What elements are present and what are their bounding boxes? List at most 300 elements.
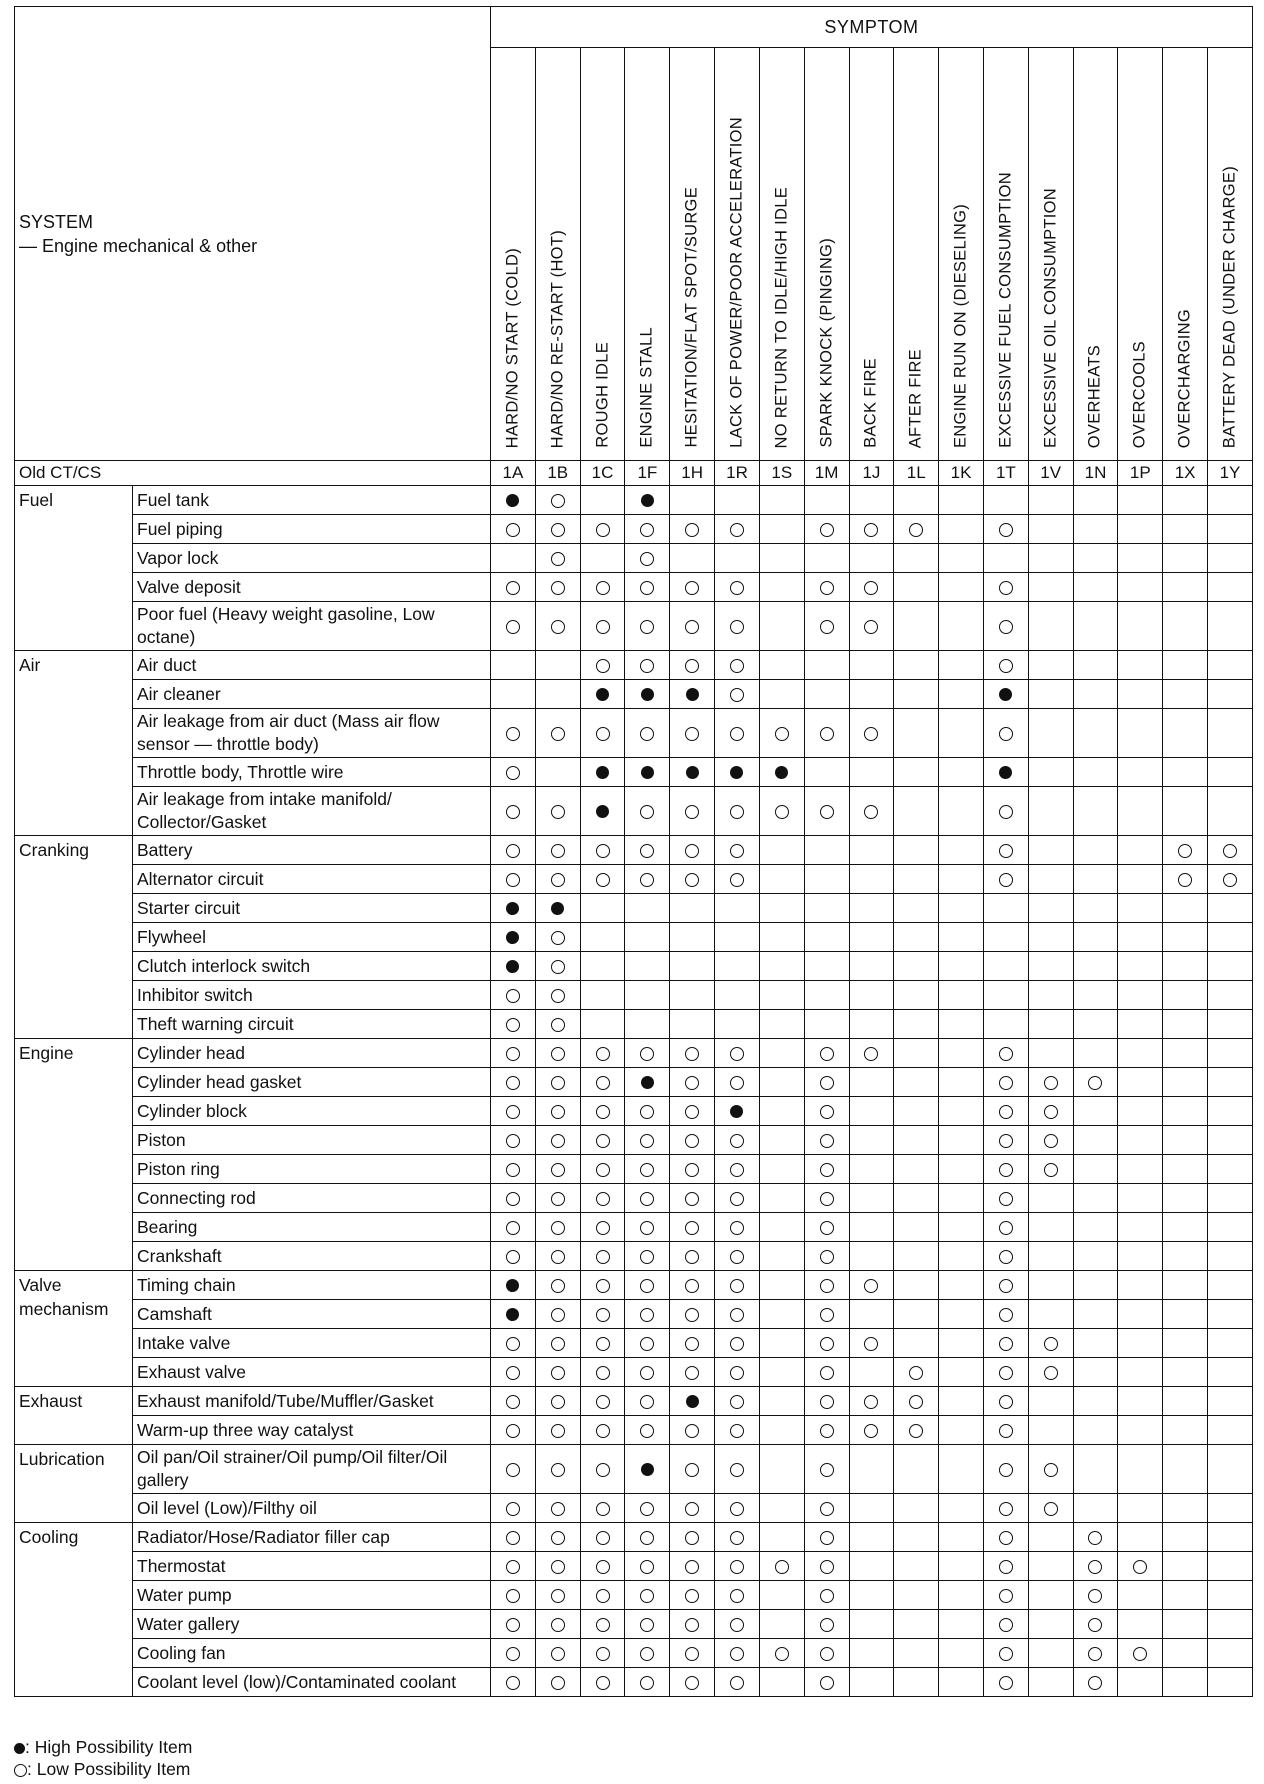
matrix-cell bbox=[715, 651, 760, 680]
matrix-cell bbox=[1028, 544, 1073, 573]
matrix-cell bbox=[580, 1387, 625, 1416]
matrix-cell bbox=[804, 836, 849, 865]
matrix-cell bbox=[804, 515, 849, 544]
symptom-code: 1A bbox=[491, 461, 536, 486]
matrix-cell bbox=[1163, 1242, 1208, 1271]
matrix-cell bbox=[670, 923, 715, 952]
low-possibility-icon bbox=[596, 1395, 610, 1409]
matrix-cell bbox=[580, 1039, 625, 1068]
symptom-name: HARD/NO RE-START (HOT) bbox=[548, 229, 567, 448]
matrix-cell bbox=[670, 1184, 715, 1213]
symptom-name: EXCESSIVE FUEL CONSUMPTION bbox=[996, 172, 1015, 448]
matrix-cell bbox=[849, 651, 894, 680]
matrix-cell bbox=[580, 1300, 625, 1329]
matrix-cell bbox=[1163, 894, 1208, 923]
low-possibility-icon bbox=[640, 1047, 654, 1061]
symptom-name: BACK FIRE bbox=[861, 358, 880, 448]
matrix-cell bbox=[939, 981, 984, 1010]
matrix-cell bbox=[894, 651, 939, 680]
matrix-cell bbox=[983, 1610, 1028, 1639]
matrix-cell bbox=[894, 836, 939, 865]
matrix-cell bbox=[1118, 923, 1163, 952]
low-possibility-icon bbox=[596, 1076, 610, 1090]
low-possibility-icon bbox=[640, 552, 654, 566]
matrix-cell bbox=[1118, 758, 1163, 787]
component-name: Inhibitor switch bbox=[133, 981, 491, 1010]
high-possibility-icon bbox=[641, 1463, 654, 1476]
matrix-cell bbox=[939, 1523, 984, 1552]
low-possibility-icon bbox=[685, 1560, 699, 1574]
matrix-cell bbox=[535, 544, 580, 573]
low-possibility-icon bbox=[864, 620, 878, 634]
matrix-cell bbox=[849, 544, 894, 573]
matrix-cell bbox=[849, 1184, 894, 1213]
matrix-cell bbox=[804, 923, 849, 952]
table-row bbox=[15, 787, 1253, 836]
low-possibility-icon bbox=[551, 1560, 565, 1574]
matrix-cell bbox=[1118, 1242, 1163, 1271]
table-row bbox=[15, 1126, 1253, 1155]
matrix-cell bbox=[535, 1126, 580, 1155]
matrix-cell bbox=[894, 1552, 939, 1581]
matrix-cell bbox=[1073, 1242, 1118, 1271]
low-possibility-icon bbox=[640, 1502, 654, 1516]
matrix-cell bbox=[1208, 894, 1253, 923]
matrix-cell bbox=[580, 1097, 625, 1126]
matrix-cell bbox=[715, 1445, 760, 1494]
matrix-cell bbox=[491, 1097, 536, 1126]
matrix-cell bbox=[849, 486, 894, 515]
matrix-cell bbox=[1028, 680, 1073, 709]
matrix-cell bbox=[491, 680, 536, 709]
matrix-cell bbox=[983, 1329, 1028, 1358]
legend bbox=[14, 1736, 192, 1780]
low-possibility-icon bbox=[820, 1105, 834, 1119]
matrix-cell bbox=[715, 865, 760, 894]
matrix-cell bbox=[1208, 1242, 1253, 1271]
matrix-cell bbox=[715, 1155, 760, 1184]
low-possibility-icon bbox=[596, 523, 610, 537]
matrix-cell bbox=[894, 680, 939, 709]
low-possibility-icon bbox=[640, 1337, 654, 1351]
matrix-cell bbox=[535, 836, 580, 865]
matrix-cell bbox=[1208, 1552, 1253, 1581]
low-possibility-icon bbox=[551, 873, 565, 887]
matrix-cell bbox=[715, 952, 760, 981]
low-possibility-icon bbox=[506, 1018, 520, 1032]
matrix-cell bbox=[1028, 1155, 1073, 1184]
matrix-cell bbox=[580, 1610, 625, 1639]
matrix-cell bbox=[1118, 1184, 1163, 1213]
system-sublabel: — Engine mechanical & other bbox=[19, 235, 258, 256]
matrix-cell bbox=[983, 651, 1028, 680]
low-possibility-icon bbox=[1088, 1647, 1102, 1661]
component-name: Cylinder head gasket bbox=[133, 1068, 491, 1097]
low-possibility-icon bbox=[1178, 844, 1192, 858]
matrix-cell bbox=[535, 1213, 580, 1242]
matrix-cell bbox=[939, 894, 984, 923]
matrix-cell bbox=[625, 1668, 670, 1697]
symptom-code: 1V bbox=[1028, 461, 1073, 486]
matrix-cell bbox=[1163, 515, 1208, 544]
matrix-cell bbox=[1028, 952, 1073, 981]
matrix-cell bbox=[580, 865, 625, 894]
matrix-cell bbox=[625, 1523, 670, 1552]
low-possibility-icon bbox=[999, 1618, 1013, 1632]
matrix-cell bbox=[580, 544, 625, 573]
matrix-cell bbox=[580, 952, 625, 981]
matrix-cell bbox=[535, 1494, 580, 1523]
matrix-cell bbox=[894, 1445, 939, 1494]
symptom-column-header bbox=[759, 48, 804, 461]
symptom-code: 1M bbox=[804, 461, 849, 486]
matrix-cell bbox=[1208, 758, 1253, 787]
matrix-cell bbox=[1073, 1213, 1118, 1242]
matrix-cell bbox=[580, 1445, 625, 1494]
system-label: SYSTEM bbox=[19, 211, 94, 232]
symptom-code: 1X bbox=[1163, 461, 1208, 486]
matrix-cell bbox=[670, 1242, 715, 1271]
low-possibility-icon bbox=[551, 1105, 565, 1119]
low-possibility-icon bbox=[596, 1502, 610, 1516]
low-possibility-icon bbox=[730, 1618, 744, 1632]
matrix-cell bbox=[759, 865, 804, 894]
matrix-cell bbox=[1118, 602, 1163, 651]
low-possibility-icon bbox=[730, 1076, 744, 1090]
low-possibility-icon bbox=[909, 1366, 923, 1380]
legend-high-label: : High Possibility Item bbox=[25, 1737, 193, 1757]
low-possibility-icon bbox=[999, 659, 1013, 673]
low-possibility-icon bbox=[596, 727, 610, 741]
low-possibility-icon bbox=[1088, 1589, 1102, 1603]
low-possibility-icon bbox=[999, 1337, 1013, 1351]
low-possibility-icon bbox=[1044, 1502, 1058, 1516]
matrix-cell bbox=[1163, 1213, 1208, 1242]
matrix-cell bbox=[715, 1329, 760, 1358]
matrix-cell bbox=[491, 709, 536, 758]
matrix-cell bbox=[535, 1242, 580, 1271]
matrix-cell bbox=[894, 923, 939, 952]
low-possibility-icon bbox=[775, 727, 789, 741]
low-possibility-icon bbox=[999, 1105, 1013, 1119]
matrix-cell bbox=[715, 573, 760, 602]
matrix-cell bbox=[491, 1242, 536, 1271]
matrix-cell bbox=[1073, 836, 1118, 865]
matrix-cell bbox=[983, 1010, 1028, 1039]
matrix-cell bbox=[625, 1126, 670, 1155]
matrix-cell bbox=[625, 1581, 670, 1610]
matrix-cell bbox=[491, 1445, 536, 1494]
low-possibility-icon bbox=[506, 1250, 520, 1264]
matrix-cell bbox=[625, 486, 670, 515]
matrix-cell bbox=[849, 1610, 894, 1639]
matrix-cell bbox=[983, 1552, 1028, 1581]
matrix-cell bbox=[715, 1039, 760, 1068]
matrix-cell bbox=[491, 1358, 536, 1387]
matrix-cell bbox=[491, 981, 536, 1010]
matrix-cell bbox=[670, 865, 715, 894]
matrix-cell bbox=[1118, 981, 1163, 1010]
matrix-cell bbox=[1163, 602, 1208, 651]
low-possibility-icon bbox=[596, 873, 610, 887]
high-possibility-icon bbox=[641, 766, 654, 779]
matrix-cell bbox=[894, 1097, 939, 1126]
symptom-name: SPARK KNOCK (PINGING) bbox=[817, 238, 836, 448]
symptom-column-header bbox=[849, 48, 894, 461]
matrix-cell bbox=[939, 1552, 984, 1581]
low-possibility-icon bbox=[685, 620, 699, 634]
matrix-cell bbox=[1118, 836, 1163, 865]
matrix-cell bbox=[1118, 1213, 1163, 1242]
low-possibility-icon bbox=[730, 620, 744, 634]
matrix-cell bbox=[535, 865, 580, 894]
matrix-cell bbox=[535, 651, 580, 680]
component-name: Intake valve bbox=[133, 1329, 491, 1358]
high-possibility-icon bbox=[730, 766, 743, 779]
matrix-cell bbox=[670, 602, 715, 651]
matrix-cell bbox=[759, 1494, 804, 1523]
component-name: Water gallery bbox=[133, 1610, 491, 1639]
matrix-cell bbox=[849, 680, 894, 709]
low-possibility-icon bbox=[506, 1531, 520, 1545]
low-possibility-icon bbox=[999, 1192, 1013, 1206]
matrix-cell bbox=[1163, 1523, 1208, 1552]
matrix-cell bbox=[491, 1271, 536, 1300]
matrix-cell bbox=[759, 486, 804, 515]
matrix-cell bbox=[894, 865, 939, 894]
matrix-cell bbox=[983, 680, 1028, 709]
low-possibility-icon bbox=[506, 1163, 520, 1177]
low-possibility-icon bbox=[551, 1163, 565, 1177]
component-name: Clutch interlock switch bbox=[133, 952, 491, 981]
low-possibility-icon bbox=[506, 844, 520, 858]
matrix-cell bbox=[983, 1097, 1028, 1126]
symptom-code: 1J bbox=[849, 461, 894, 486]
matrix-cell bbox=[849, 1416, 894, 1445]
matrix-cell bbox=[491, 651, 536, 680]
matrix-cell bbox=[939, 1668, 984, 1697]
matrix-cell bbox=[759, 544, 804, 573]
component-name: Piston bbox=[133, 1126, 491, 1155]
symptom-code: 1F bbox=[625, 461, 670, 486]
matrix-cell bbox=[1208, 1010, 1253, 1039]
matrix-cell bbox=[491, 1387, 536, 1416]
matrix-cell bbox=[983, 787, 1028, 836]
matrix-cell bbox=[849, 602, 894, 651]
matrix-cell bbox=[894, 1184, 939, 1213]
matrix-cell bbox=[535, 709, 580, 758]
low-possibility-icon bbox=[999, 1279, 1013, 1293]
matrix-cell bbox=[1028, 758, 1073, 787]
matrix-cell bbox=[1118, 1039, 1163, 1068]
low-possibility-icon bbox=[506, 1589, 520, 1603]
low-possibility-icon bbox=[864, 805, 878, 819]
low-possibility-icon bbox=[820, 1618, 834, 1632]
low-possibility-icon bbox=[1133, 1647, 1147, 1661]
component-name: Air cleaner bbox=[133, 680, 491, 709]
matrix-cell bbox=[491, 1668, 536, 1697]
low-possibility-icon bbox=[551, 1424, 565, 1438]
symptom-name: HARD/NO START (COLD) bbox=[503, 247, 522, 448]
matrix-cell bbox=[804, 602, 849, 651]
low-possibility-icon bbox=[730, 1560, 744, 1574]
table-row bbox=[15, 1155, 1253, 1184]
matrix-cell bbox=[580, 1668, 625, 1697]
matrix-cell bbox=[1163, 1271, 1208, 1300]
system-category: Lubrication bbox=[15, 1445, 133, 1523]
matrix-cell bbox=[1073, 1329, 1118, 1358]
matrix-cell bbox=[715, 1184, 760, 1213]
low-possibility-icon bbox=[999, 1134, 1013, 1148]
high-possibility-icon bbox=[686, 766, 699, 779]
low-possibility-icon bbox=[685, 1192, 699, 1206]
matrix-cell bbox=[580, 1213, 625, 1242]
matrix-cell bbox=[939, 1494, 984, 1523]
matrix-cell bbox=[1073, 1416, 1118, 1445]
matrix-cell bbox=[625, 651, 670, 680]
matrix-cell bbox=[1028, 573, 1073, 602]
matrix-cell bbox=[1028, 1068, 1073, 1097]
matrix-cell bbox=[625, 1155, 670, 1184]
matrix-cell bbox=[491, 1300, 536, 1329]
matrix-cell bbox=[894, 1271, 939, 1300]
matrix-cell bbox=[939, 709, 984, 758]
matrix-cell bbox=[939, 680, 984, 709]
high-possibility-icon bbox=[596, 688, 609, 701]
matrix-cell bbox=[983, 1271, 1028, 1300]
matrix-cell bbox=[491, 573, 536, 602]
matrix-cell bbox=[804, 1358, 849, 1387]
matrix-cell bbox=[1028, 1300, 1073, 1329]
matrix-cell bbox=[670, 1097, 715, 1126]
matrix-cell bbox=[1208, 544, 1253, 573]
low-possibility-icon bbox=[640, 523, 654, 537]
matrix-cell bbox=[1208, 1126, 1253, 1155]
low-possibility-icon bbox=[909, 523, 923, 537]
matrix-cell bbox=[625, 923, 670, 952]
matrix-cell bbox=[670, 680, 715, 709]
low-possibility-icon bbox=[730, 1502, 744, 1516]
high-possibility-icon bbox=[506, 931, 519, 944]
matrix-cell bbox=[715, 1610, 760, 1639]
matrix-cell bbox=[894, 1610, 939, 1639]
matrix-cell bbox=[849, 1010, 894, 1039]
table-row bbox=[15, 952, 1253, 981]
low-possibility-icon bbox=[506, 523, 520, 537]
matrix-cell bbox=[849, 1639, 894, 1668]
matrix-cell bbox=[670, 1445, 715, 1494]
matrix-cell bbox=[804, 651, 849, 680]
matrix-cell bbox=[715, 1523, 760, 1552]
matrix-cell bbox=[939, 1010, 984, 1039]
low-possibility-icon bbox=[640, 1163, 654, 1177]
symptom-column-header bbox=[491, 48, 536, 461]
matrix-cell bbox=[580, 651, 625, 680]
matrix-cell bbox=[849, 1329, 894, 1358]
matrix-cell bbox=[804, 1155, 849, 1184]
low-possibility-icon bbox=[730, 1647, 744, 1661]
matrix-cell bbox=[1163, 1445, 1208, 1494]
matrix-cell bbox=[849, 1445, 894, 1494]
matrix-cell bbox=[625, 836, 670, 865]
symptom-name: OVERHEATS bbox=[1085, 344, 1104, 448]
matrix-cell bbox=[759, 952, 804, 981]
matrix-cell bbox=[1163, 1184, 1208, 1213]
low-possibility-icon bbox=[685, 873, 699, 887]
component-name: Radiator/Hose/Radiator filler cap bbox=[133, 1523, 491, 1552]
matrix-cell bbox=[759, 894, 804, 923]
matrix-cell bbox=[1208, 1639, 1253, 1668]
low-possibility-icon bbox=[999, 1424, 1013, 1438]
matrix-cell bbox=[759, 1097, 804, 1126]
symptom-code: 1B bbox=[535, 461, 580, 486]
low-possibility-icon bbox=[999, 1463, 1013, 1477]
matrix-cell bbox=[580, 1126, 625, 1155]
matrix-cell bbox=[580, 1068, 625, 1097]
matrix-cell bbox=[1163, 923, 1208, 952]
low-possibility-icon bbox=[730, 1463, 744, 1477]
system-category: Cranking bbox=[15, 836, 133, 1039]
matrix-cell bbox=[1028, 787, 1073, 836]
matrix-cell bbox=[1028, 1639, 1073, 1668]
symptom-name: BATTERY DEAD (UNDER CHARGE) bbox=[1220, 165, 1239, 448]
matrix-cell bbox=[939, 923, 984, 952]
matrix-cell bbox=[670, 1300, 715, 1329]
low-possibility-icon bbox=[685, 805, 699, 819]
matrix-cell bbox=[1163, 1329, 1208, 1358]
matrix-cell bbox=[1208, 1300, 1253, 1329]
matrix-cell bbox=[670, 758, 715, 787]
low-possibility-icon bbox=[685, 581, 699, 595]
matrix-cell bbox=[894, 1639, 939, 1668]
matrix-cell bbox=[1163, 836, 1208, 865]
symptom-code: 1N bbox=[1073, 461, 1118, 486]
matrix-cell bbox=[1208, 651, 1253, 680]
table-row bbox=[15, 1445, 1253, 1494]
system-category: Air bbox=[15, 651, 133, 836]
low-possibility-icon bbox=[640, 844, 654, 858]
low-possibility-icon bbox=[1223, 844, 1237, 858]
matrix-cell bbox=[1073, 486, 1118, 515]
matrix-cell bbox=[580, 836, 625, 865]
matrix-cell bbox=[535, 1445, 580, 1494]
matrix-cell bbox=[759, 1329, 804, 1358]
matrix-cell bbox=[625, 758, 670, 787]
matrix-cell bbox=[1118, 1610, 1163, 1639]
matrix-cell bbox=[1118, 1010, 1163, 1039]
symptom-name: OVERCHARGING bbox=[1175, 308, 1194, 448]
matrix-cell bbox=[939, 651, 984, 680]
matrix-cell bbox=[1118, 1494, 1163, 1523]
matrix-cell bbox=[804, 680, 849, 709]
low-possibility-icon bbox=[551, 1076, 565, 1090]
low-possibility-icon bbox=[506, 873, 520, 887]
component-name: Coolant level (low)/Contaminated coolant bbox=[133, 1668, 491, 1697]
matrix-cell bbox=[939, 1387, 984, 1416]
matrix-cell bbox=[670, 1494, 715, 1523]
matrix-cell bbox=[625, 1610, 670, 1639]
symptom-column-header bbox=[1073, 48, 1118, 461]
matrix-cell bbox=[580, 1358, 625, 1387]
matrix-cell bbox=[804, 1010, 849, 1039]
matrix-cell bbox=[580, 787, 625, 836]
component-name: Timing chain bbox=[133, 1271, 491, 1300]
matrix-cell bbox=[1118, 1097, 1163, 1126]
low-possibility-icon bbox=[551, 727, 565, 741]
low-possibility-icon bbox=[820, 1250, 834, 1264]
matrix-cell bbox=[983, 1358, 1028, 1387]
matrix-cell bbox=[894, 952, 939, 981]
